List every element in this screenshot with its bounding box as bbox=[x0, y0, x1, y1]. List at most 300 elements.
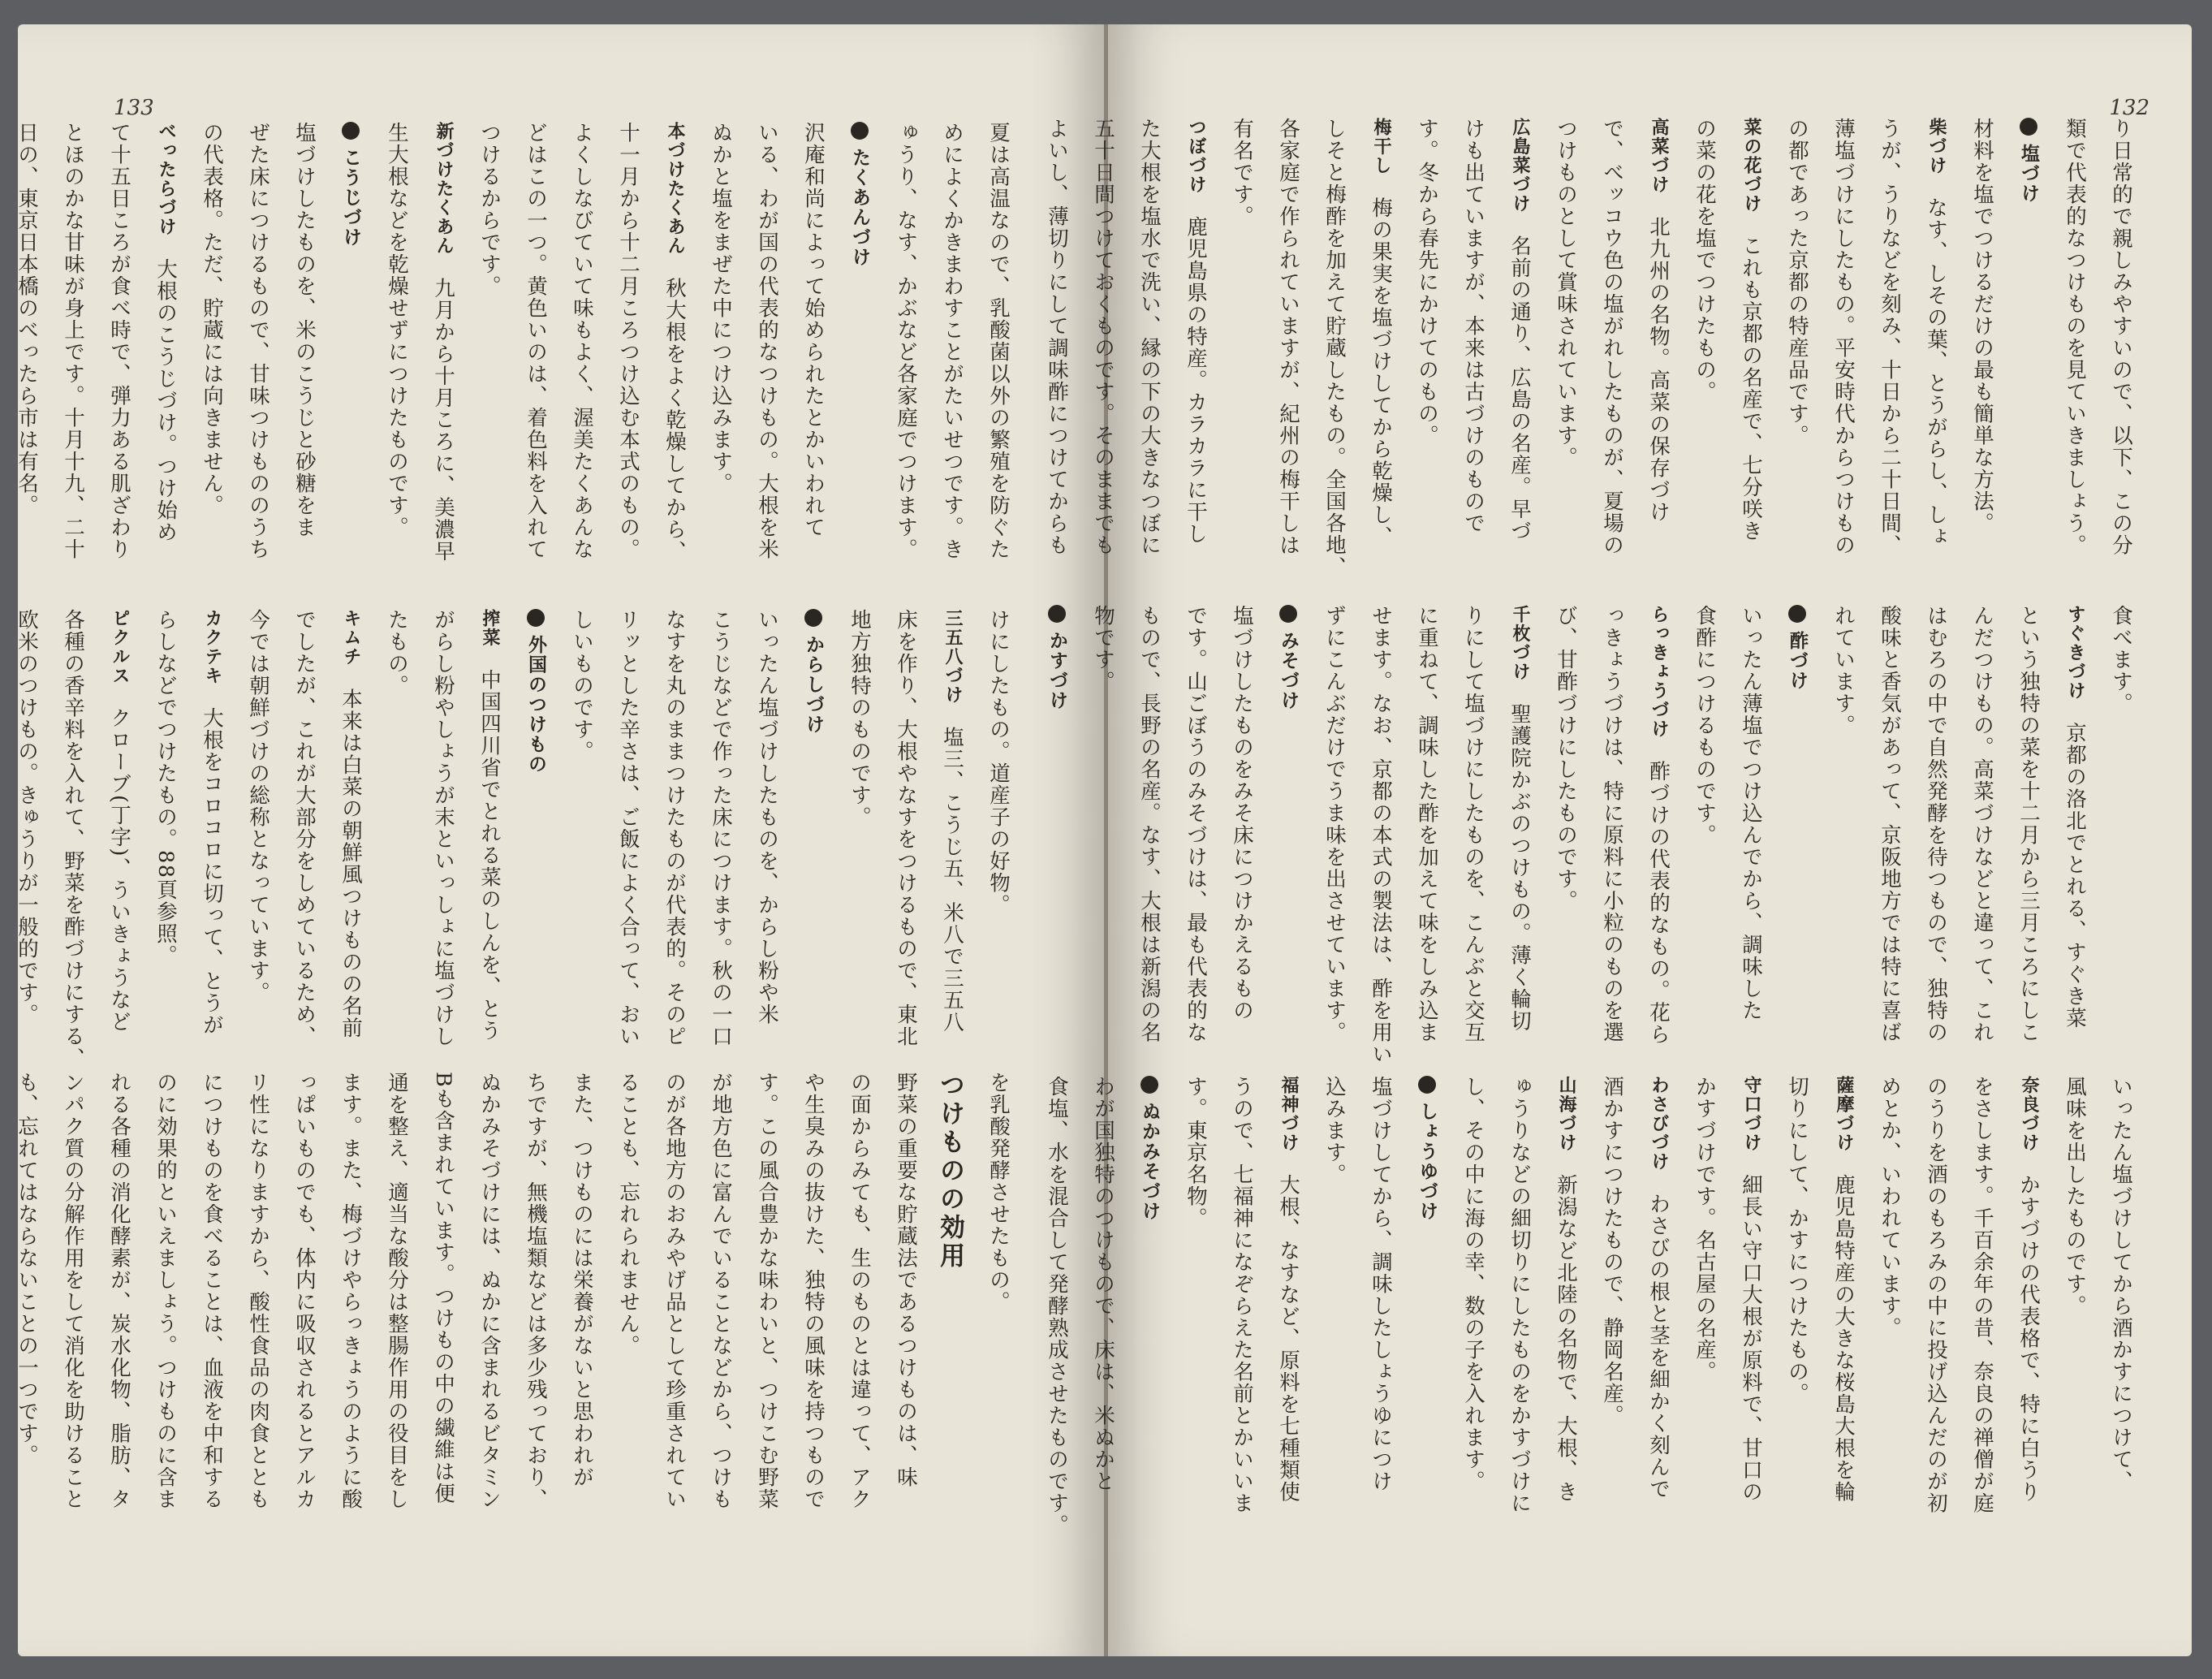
text-line bbox=[2101, 605, 2141, 1060]
line-text: 九月から十月ころに、美濃早 bbox=[431, 277, 455, 563]
text-line bbox=[238, 122, 278, 576]
line-text: ぜた床につけるもので、甘味つけもののうち bbox=[246, 122, 270, 560]
line-text: しそと梅酢を加えて貯蔵したもの。全国各地、 bbox=[1322, 118, 1347, 578]
line-text: び、甘酢づけにしたものです。 bbox=[1554, 605, 1578, 912]
line-text: の菜の花を塩でつけたもの。 bbox=[1692, 118, 1717, 403]
text-line bbox=[515, 1072, 556, 1526]
text-line bbox=[53, 1072, 93, 1526]
line-text: ずにこんぶだけでうま味を出させています。 bbox=[1322, 605, 1347, 1043]
section-title bbox=[932, 1072, 972, 1526]
text-line bbox=[1869, 1076, 1910, 1530]
text-line bbox=[2008, 605, 2049, 1060]
term-label: 搾菜 bbox=[480, 609, 500, 647]
text-line bbox=[1546, 605, 1586, 1060]
text-line bbox=[793, 1072, 834, 1526]
line-text: に重ねて、調味した酢を加えて味をしみ込ま bbox=[1415, 605, 1439, 1043]
heading-text: ぬかみそづけ bbox=[1139, 1102, 1160, 1221]
text-line bbox=[654, 122, 695, 576]
line-text: っぱいものでも、体内に吸収されるとアルカ bbox=[292, 1072, 317, 1510]
text-line bbox=[1823, 605, 1864, 1060]
text-line bbox=[1777, 118, 1817, 572]
text-line bbox=[515, 122, 556, 576]
term-label: 本づけたくあん bbox=[665, 122, 685, 256]
text-line bbox=[145, 122, 186, 576]
line-text: 材料を塩でつけるだけの最も簡単な方法。 bbox=[1970, 118, 1994, 534]
line-text: につけものを食べることは、血液を中和する bbox=[200, 1072, 224, 1510]
text-line bbox=[6, 1072, 47, 1526]
term-label: 高菜づけ bbox=[1649, 118, 1669, 194]
text-line bbox=[1314, 1076, 1355, 1530]
text-line bbox=[1360, 1076, 1401, 1530]
text-line bbox=[978, 122, 1019, 576]
heading-text: しょうゆづけ bbox=[1416, 1102, 1438, 1221]
line-text: これも京都の名産で、七分咲き bbox=[1739, 235, 1763, 542]
text-line bbox=[6, 609, 47, 1064]
text-line bbox=[886, 1072, 926, 1526]
text-line bbox=[932, 609, 972, 1064]
line-text: や生臭みの抜けた、独特の風味を持つもので bbox=[801, 1072, 826, 1510]
line-text: 切りにして、かすにつけたもの。 bbox=[1785, 1076, 1809, 1405]
text-line bbox=[1083, 118, 1123, 572]
text-tier bbox=[0, 122, 1019, 576]
right-page bbox=[1045, 24, 2192, 1656]
line-text: で、べッコウ色の塩がれしたものが、夏場の bbox=[1600, 118, 1624, 556]
text-line bbox=[1546, 1076, 1586, 1530]
line-text: わさびの根と茎を細かく刻んで bbox=[1646, 1193, 1671, 1500]
text-line bbox=[793, 122, 834, 576]
line-text: ぬかみそづけには、ぬかに含まれるビタミン bbox=[477, 1072, 502, 1510]
text-tier bbox=[0, 609, 1019, 1069]
text-line bbox=[1684, 605, 1725, 1060]
text-line bbox=[1638, 118, 1679, 572]
section-heading bbox=[1037, 605, 1077, 1060]
line-text: 各種の香辛料を入れて、野菜を酢づけにする、 bbox=[61, 609, 85, 1069]
line-text: 地方独特のものです。 bbox=[847, 609, 872, 828]
text-line bbox=[1314, 118, 1355, 578]
text-tier bbox=[1, 1072, 1019, 1526]
text-line bbox=[978, 1072, 1019, 1526]
line-text: れる各種の消化酵素が、炭水化物、脂肪、タ bbox=[107, 1072, 132, 1510]
text-line bbox=[1268, 118, 1309, 572]
text-line bbox=[1684, 118, 1725, 572]
line-text: 食べます。 bbox=[2109, 605, 2133, 714]
text-line bbox=[1129, 605, 1170, 1060]
line-text: 大根のこうじづけ。つけ始め bbox=[153, 258, 178, 543]
text-line bbox=[377, 1072, 417, 1526]
line-text: 物です。 bbox=[1091, 605, 1115, 693]
line-text: いったん塩づけしてから酒かすにつけて、 bbox=[2109, 1076, 2133, 1492]
section-heading bbox=[2008, 118, 2049, 572]
bullet-dot-icon bbox=[1788, 605, 1806, 623]
line-text: 生大根などを乾燥せずにつけたものです。 bbox=[385, 122, 409, 538]
bullet-dot-icon bbox=[2020, 118, 2037, 136]
text-line bbox=[192, 609, 232, 1064]
line-text: うので、七福神になぞらえた名前とかいいま bbox=[1230, 1076, 1254, 1514]
text-line bbox=[1869, 118, 1910, 572]
text-line bbox=[2055, 118, 2095, 572]
text-line bbox=[99, 122, 140, 576]
text-line bbox=[1731, 118, 1771, 572]
text-line bbox=[1638, 1076, 1679, 1530]
bullet-dot-icon bbox=[1140, 1076, 1158, 1094]
bullet-dot-icon bbox=[1418, 1076, 1436, 1094]
text-line bbox=[284, 1072, 325, 1526]
text-line bbox=[1962, 118, 2003, 572]
line-text: なす、しその葉、とうがらし、しょ bbox=[1924, 196, 1948, 548]
text-line bbox=[1453, 118, 1494, 572]
line-text: けも出ていますが、本来は古づけのもので bbox=[1461, 118, 1485, 534]
line-text: また、つけものには栄養がないと思われが bbox=[570, 1072, 594, 1488]
heading-text: 塩づけ bbox=[2018, 144, 2039, 204]
line-text: よくしなびていて味もよく、渥美たくあんな bbox=[570, 122, 594, 560]
text-line bbox=[238, 1072, 278, 1526]
line-text: 鹿児島特産の大きな桜島大根を輪 bbox=[1831, 1174, 1856, 1503]
text-line bbox=[0, 609, 1, 1064]
text-line bbox=[654, 609, 695, 1064]
line-text: けにしたもの。道産子の好物。 bbox=[986, 609, 1011, 916]
text-line bbox=[747, 609, 787, 1064]
term-label: ピクルス bbox=[110, 609, 130, 685]
text-line bbox=[2055, 1076, 2095, 1530]
text-line bbox=[2008, 1076, 2049, 1530]
line-text: 北九州の名物。高菜の保存づけ bbox=[1646, 216, 1671, 523]
line-text: ンパク質の分解作用をして消化を助けること bbox=[61, 1072, 85, 1510]
text-line bbox=[1314, 605, 1355, 1060]
line-text: た大根を塩水で洗い、縁の下の大きなつぼに bbox=[1137, 118, 1162, 556]
text-line bbox=[1962, 605, 2003, 1060]
line-text: のに効果的といえましょう。つけものに含ま bbox=[153, 1072, 178, 1510]
term-label: 三五八づけ bbox=[942, 609, 963, 705]
text-tier bbox=[1031, 1076, 2141, 1536]
line-text: し、その中に海の幸、数の子を入れます。 bbox=[1461, 1076, 1485, 1492]
bullet-dot-icon bbox=[1048, 605, 1066, 623]
term-label: 薩摩づけ bbox=[1834, 1076, 1854, 1152]
heading-text: こうじづけ bbox=[340, 148, 361, 248]
line-text: もので、長野の名産。なす、大根は新潟の名 bbox=[1137, 605, 1162, 1043]
line-text: 聖護院かぶのつけもの。薄く輪切 bbox=[1507, 703, 1532, 1032]
text-line bbox=[1037, 118, 1077, 572]
text-line bbox=[747, 1072, 787, 1526]
text-line bbox=[1083, 1076, 1123, 1530]
line-text: 込みます。 bbox=[1322, 1076, 1347, 1185]
heading-text: 外国のつけもの bbox=[525, 635, 546, 775]
text-line bbox=[1869, 605, 1910, 1060]
text-line bbox=[1222, 118, 1262, 572]
line-text: わが国独特のつけもので、床は、米ぬかと bbox=[1091, 1076, 1115, 1492]
text-line bbox=[423, 1072, 464, 1526]
line-text: 秋大根をよく乾燥してから、 bbox=[662, 277, 687, 563]
bullet-dot-icon bbox=[527, 609, 545, 627]
line-text: ゅうりなどの細切りにしたものをかすづけに bbox=[1507, 1076, 1532, 1514]
line-text: 酒かすにつけたもので、静岡名産。 bbox=[1600, 1076, 1624, 1427]
text-line bbox=[469, 122, 510, 576]
term-label: 守口づけ bbox=[1741, 1076, 1761, 1152]
section-heading bbox=[839, 122, 880, 576]
line-text: リ性になりますから、酸性食品の肉食ととも bbox=[246, 1072, 270, 1510]
line-text: ぬかと塩をまぜた中につけ込みます。 bbox=[709, 122, 733, 494]
line-text: んだつけもの。高菜づけなどと違って、これ bbox=[1970, 605, 1994, 1043]
line-text: という独特の菜を十二月から三月ころにしこ bbox=[2016, 605, 2041, 1043]
text-line bbox=[562, 122, 602, 576]
line-text: 五十日間つけておくものです。そのままでも bbox=[1091, 118, 1115, 556]
text-line bbox=[192, 1072, 232, 1526]
line-text: り日常的で親しみやすいので、以下、この分 bbox=[2109, 118, 2133, 556]
line-text: 食酢につけるものです。 bbox=[1692, 605, 1717, 846]
line-text: でしたが、これが大部分をしめているため、 bbox=[292, 609, 317, 1047]
text-line bbox=[1453, 1076, 1494, 1530]
text-line bbox=[1453, 605, 1494, 1060]
text-line bbox=[1268, 1076, 1309, 1530]
line-text: うが、うりなどを刻み、十日から二十日間、 bbox=[1878, 118, 1902, 556]
line-text: 本来は白菜の朝鮮風つけものの名前 bbox=[338, 688, 363, 1039]
line-text: が地方色に富んでいることなどから、つけも bbox=[709, 1072, 733, 1510]
text-line bbox=[192, 122, 232, 576]
text-line bbox=[1360, 605, 1401, 1065]
line-text: 有名です。 bbox=[1230, 118, 1254, 227]
text-line bbox=[1360, 118, 1401, 572]
term-label: 山海づけ bbox=[1556, 1076, 1576, 1152]
line-text: 薄塩づけにしたもの。平安時代からつけもの bbox=[1831, 118, 1856, 556]
section-heading bbox=[330, 122, 371, 576]
text-line bbox=[1222, 605, 1262, 1060]
text-line bbox=[145, 609, 186, 1064]
text-line bbox=[608, 122, 649, 576]
line-text: 細長い守口大根が原料で、甘口の bbox=[1739, 1174, 1763, 1503]
bullet-dot-icon bbox=[804, 609, 822, 627]
heading-text: つけものの効用 bbox=[935, 1072, 964, 1271]
line-text: とほのかな甘味が身上です。十月十九、二十 bbox=[61, 122, 85, 560]
text-line bbox=[99, 609, 140, 1064]
heading-text: みそづけ bbox=[1278, 631, 1299, 710]
bullet-dot-icon bbox=[851, 122, 869, 140]
term-label: 新づけたくあん bbox=[433, 122, 454, 256]
line-text: す。冬から春先にかけてのもの。 bbox=[1415, 118, 1439, 447]
section-heading bbox=[515, 609, 556, 1064]
line-text: 梅の果実を塩づけしてから乾燥し、 bbox=[1369, 196, 1393, 548]
text-line bbox=[423, 122, 464, 576]
term-label: 菜の花づけ bbox=[1741, 118, 1761, 214]
line-text: ることも、忘れられません。 bbox=[616, 1072, 640, 1357]
text-line bbox=[423, 609, 464, 1064]
line-text: めによくかきまわすことがたいせつです。き bbox=[940, 122, 964, 560]
line-text: なすを丸のままつけたものが代表的。そのピ bbox=[662, 609, 687, 1047]
text-line bbox=[145, 1072, 186, 1526]
term-label: べったらづけ bbox=[156, 122, 176, 236]
text-line bbox=[1175, 605, 1216, 1060]
text-line bbox=[1407, 118, 1447, 572]
term-label: 梅干し bbox=[1371, 118, 1391, 175]
text-line bbox=[2055, 605, 2095, 1060]
term-label: 千枚づけ bbox=[1510, 605, 1530, 681]
line-text: 大根、なすなど、原料を七種類使 bbox=[1276, 1174, 1300, 1503]
section-heading bbox=[1268, 605, 1309, 1060]
text-line bbox=[1037, 1076, 1077, 1536]
text-line bbox=[469, 1072, 510, 1526]
line-text: 塩づけしてから、調味したしょうゆにつけ bbox=[1369, 1076, 1393, 1492]
line-text: 塩三、こうじ五、米八で三五八 bbox=[940, 726, 964, 1034]
text-line bbox=[1916, 605, 1956, 1060]
line-text: 酢づけの代表的なもの。花ら bbox=[1646, 760, 1671, 1046]
text-line bbox=[886, 122, 926, 576]
line-text: です。山ごぼうのみそづけは、最も代表的な bbox=[1184, 605, 1208, 1043]
line-text: っきょうづけは、特に原料に小粒のものを選 bbox=[1600, 605, 1624, 1043]
term-label: つぼづけ bbox=[1186, 118, 1206, 194]
text-line bbox=[53, 122, 93, 576]
line-text: かすづけの代表格で、特に白うり bbox=[2016, 1174, 2041, 1503]
line-text: リッとした辛さは、ご飯によく合って、おい bbox=[616, 609, 640, 1047]
text-line bbox=[2101, 1076, 2141, 1530]
term-label: キムチ bbox=[341, 609, 361, 667]
text-line bbox=[1684, 1076, 1725, 1530]
text-line bbox=[1499, 118, 1540, 572]
line-text: す。この風合豊かな味わいと、つけこむ野菜 bbox=[755, 1072, 779, 1510]
line-text: ます。また、梅づけやらっきょうのように酸 bbox=[338, 1072, 363, 1510]
text-line bbox=[701, 1072, 741, 1526]
line-text: いったん薄塩でつけ込んでから、調味した bbox=[1739, 605, 1763, 1021]
text-line bbox=[1731, 605, 1771, 1060]
term-label: らっきょうづけ bbox=[1649, 605, 1669, 739]
text-line bbox=[562, 609, 602, 1064]
term-label: 福神づけ bbox=[1278, 1076, 1299, 1152]
text-line bbox=[608, 1072, 649, 1526]
line-text: 鹿児島県の特産。カラカラに干し bbox=[1184, 216, 1208, 545]
line-text: をさします。千百余年の昔、奈良の禅僧が庭 bbox=[1970, 1076, 1994, 1514]
line-text: の面からみても、生のものとは違って、アク bbox=[847, 1072, 872, 1510]
line-text: 酸味と香気があって、京阪地方では特に喜ば bbox=[1878, 605, 1902, 1043]
text-line bbox=[562, 1072, 602, 1526]
text-line bbox=[1823, 1076, 1864, 1530]
line-text: つけものとして賞味されています。 bbox=[1554, 118, 1578, 468]
text-line bbox=[1731, 1076, 1771, 1530]
line-text: Bも含まれています。つけもの中の繊維は便 bbox=[431, 1072, 455, 1505]
line-text: す。東京名物。 bbox=[1184, 1076, 1208, 1229]
line-text: ゅうり、なす、かぶなど各家庭でつけます。 bbox=[894, 122, 918, 560]
line-text: て十五日ころが食べ時で、弾力ある肌ざわり bbox=[107, 122, 132, 560]
line-text: 食塩、水を混合して発酵熟成させたものです。 bbox=[1045, 1076, 1069, 1536]
text-line bbox=[839, 1072, 880, 1526]
page-number: 132 bbox=[2109, 96, 2149, 120]
line-text: 各家庭で作られていますが、紀州の梅干しは bbox=[1276, 118, 1300, 556]
line-text: せます。なお、京都の本式の製法は、酢を用い bbox=[1369, 605, 1393, 1065]
text-line bbox=[1175, 1076, 1216, 1530]
text-line bbox=[1592, 605, 1632, 1060]
text-line bbox=[1638, 605, 1679, 1060]
line-text: どはこの一つ。黄色いのは、着色料を入れて bbox=[524, 122, 548, 560]
line-text: いる、わが国の代表的なつけもの。大根を米 bbox=[755, 122, 779, 560]
line-text: らしなどでつけたもの。88頁参照。 bbox=[153, 609, 178, 967]
text-line bbox=[0, 122, 1, 576]
line-text: 欧米のつけもの。きゅうりが一般的です。 bbox=[15, 609, 39, 1025]
line-text: 塩づけしたものをみそ床につけかえるもの bbox=[1230, 605, 1254, 1021]
text-tier bbox=[1031, 118, 2141, 578]
line-text: はむろの中で自然発酵を待つもので、独特の bbox=[1924, 605, 1948, 1043]
text-line bbox=[932, 122, 972, 576]
text-line bbox=[701, 122, 741, 576]
page-number: 133 bbox=[114, 96, 154, 120]
bullet-dot-icon bbox=[1279, 605, 1297, 623]
line-text: 中国四川省でとれる菜のしんを、とう bbox=[477, 669, 502, 1042]
text-line bbox=[1916, 118, 1956, 572]
text-line bbox=[978, 609, 1019, 1064]
text-line bbox=[238, 609, 278, 1064]
text-line bbox=[377, 609, 417, 1064]
text-line bbox=[1916, 1076, 1956, 1530]
text-line bbox=[99, 1072, 140, 1526]
bullet-dot-icon bbox=[342, 122, 360, 140]
line-text: 名前の通り、広島の名産。早づ bbox=[1507, 235, 1532, 542]
text-line bbox=[377, 122, 417, 576]
line-text: 野菜の重要な貯蔵法であるつけものは、味 bbox=[894, 1072, 918, 1488]
section-heading bbox=[1407, 1076, 1447, 1530]
line-text: 通を整え、適当な酸分は整腸作用の役目をし bbox=[385, 1072, 409, 1510]
text-line bbox=[2101, 118, 2141, 572]
term-label: カクテキ bbox=[202, 609, 222, 685]
text-line bbox=[1407, 605, 1447, 1060]
line-text: 塩づけしたものを、米のこうじと砂糖をま bbox=[292, 122, 317, 538]
text-line bbox=[839, 609, 880, 1064]
line-text: の代表格。ただ、貯蔵には向きません。 bbox=[200, 122, 224, 516]
line-text: かすづけです。名古屋の名産。 bbox=[1692, 1076, 1717, 1383]
line-text: 沢庵和尚によって始められたとかいわれて bbox=[801, 122, 826, 538]
left-page bbox=[15, 24, 1104, 1656]
line-text: 日の、東京日本橋のべったら市は有名。 bbox=[15, 122, 39, 516]
line-text: ちですが、無機塩類などは多少残っており、 bbox=[524, 1072, 548, 1510]
section-heading bbox=[793, 609, 834, 1064]
term-label: すぐきづけ bbox=[2065, 605, 2085, 701]
term-label: 柴づけ bbox=[1926, 118, 1947, 175]
line-text: のうりを酒のもろみの中に投げ込んだのが初 bbox=[1924, 1076, 1948, 1514]
line-text: しいものです。 bbox=[570, 609, 594, 762]
text-line bbox=[747, 122, 787, 576]
text-line bbox=[1222, 1076, 1262, 1530]
text-line bbox=[701, 609, 741, 1064]
text-line bbox=[284, 609, 325, 1064]
text-line bbox=[330, 609, 371, 1064]
line-text: 十一月から十二月ころつけ込む本式のもの。 bbox=[616, 122, 640, 560]
line-text: つけるからです。 bbox=[477, 122, 502, 297]
heading-text: 酢づけ bbox=[1787, 631, 1808, 691]
text-line bbox=[53, 609, 93, 1069]
line-text: 床を作り、大根やなすをつけるもので、東北 bbox=[894, 609, 918, 1047]
text-line bbox=[469, 609, 510, 1064]
line-text: クローブ(丁字)、ういきょうなど bbox=[107, 707, 132, 1033]
line-text: 類で代表的なつけものを見ていきましょう。 bbox=[2063, 118, 2087, 556]
line-text: のが各地方のおみやげ品として珍重されてい bbox=[662, 1072, 687, 1510]
heading-text: かすづけ bbox=[1046, 631, 1067, 710]
heading-text: たくあんづけ bbox=[849, 148, 870, 267]
line-text: 大根をコロコロに切って、とうが bbox=[200, 707, 224, 1036]
section-heading bbox=[1777, 605, 1817, 1060]
text-line bbox=[1823, 118, 1864, 572]
line-text: よいし、薄切りにして調味酢につけてからも bbox=[1045, 118, 1069, 556]
section-heading bbox=[1129, 1076, 1170, 1530]
line-text: 夏は高温なので、乳酸菌以外の繁殖を防ぐた bbox=[986, 122, 1011, 560]
term-label: わさびづけ bbox=[1649, 1076, 1669, 1172]
text-line bbox=[6, 122, 47, 576]
line-text: を乳酸発酵させたもの。 bbox=[986, 1072, 1011, 1313]
text-line bbox=[1083, 605, 1123, 1060]
text-line bbox=[1592, 118, 1632, 572]
text-line bbox=[1499, 605, 1540, 1060]
text-line bbox=[1962, 1076, 2003, 1530]
line-text: 風味を出したものです。 bbox=[2063, 1076, 2087, 1317]
text-line bbox=[654, 1072, 695, 1526]
text-line bbox=[1175, 118, 1216, 572]
term-label: 広島菜づけ bbox=[1510, 118, 1530, 214]
term-label: 奈良づけ bbox=[2019, 1076, 2039, 1152]
line-text: れています。 bbox=[1831, 605, 1856, 736]
text-line bbox=[1129, 118, 1170, 572]
